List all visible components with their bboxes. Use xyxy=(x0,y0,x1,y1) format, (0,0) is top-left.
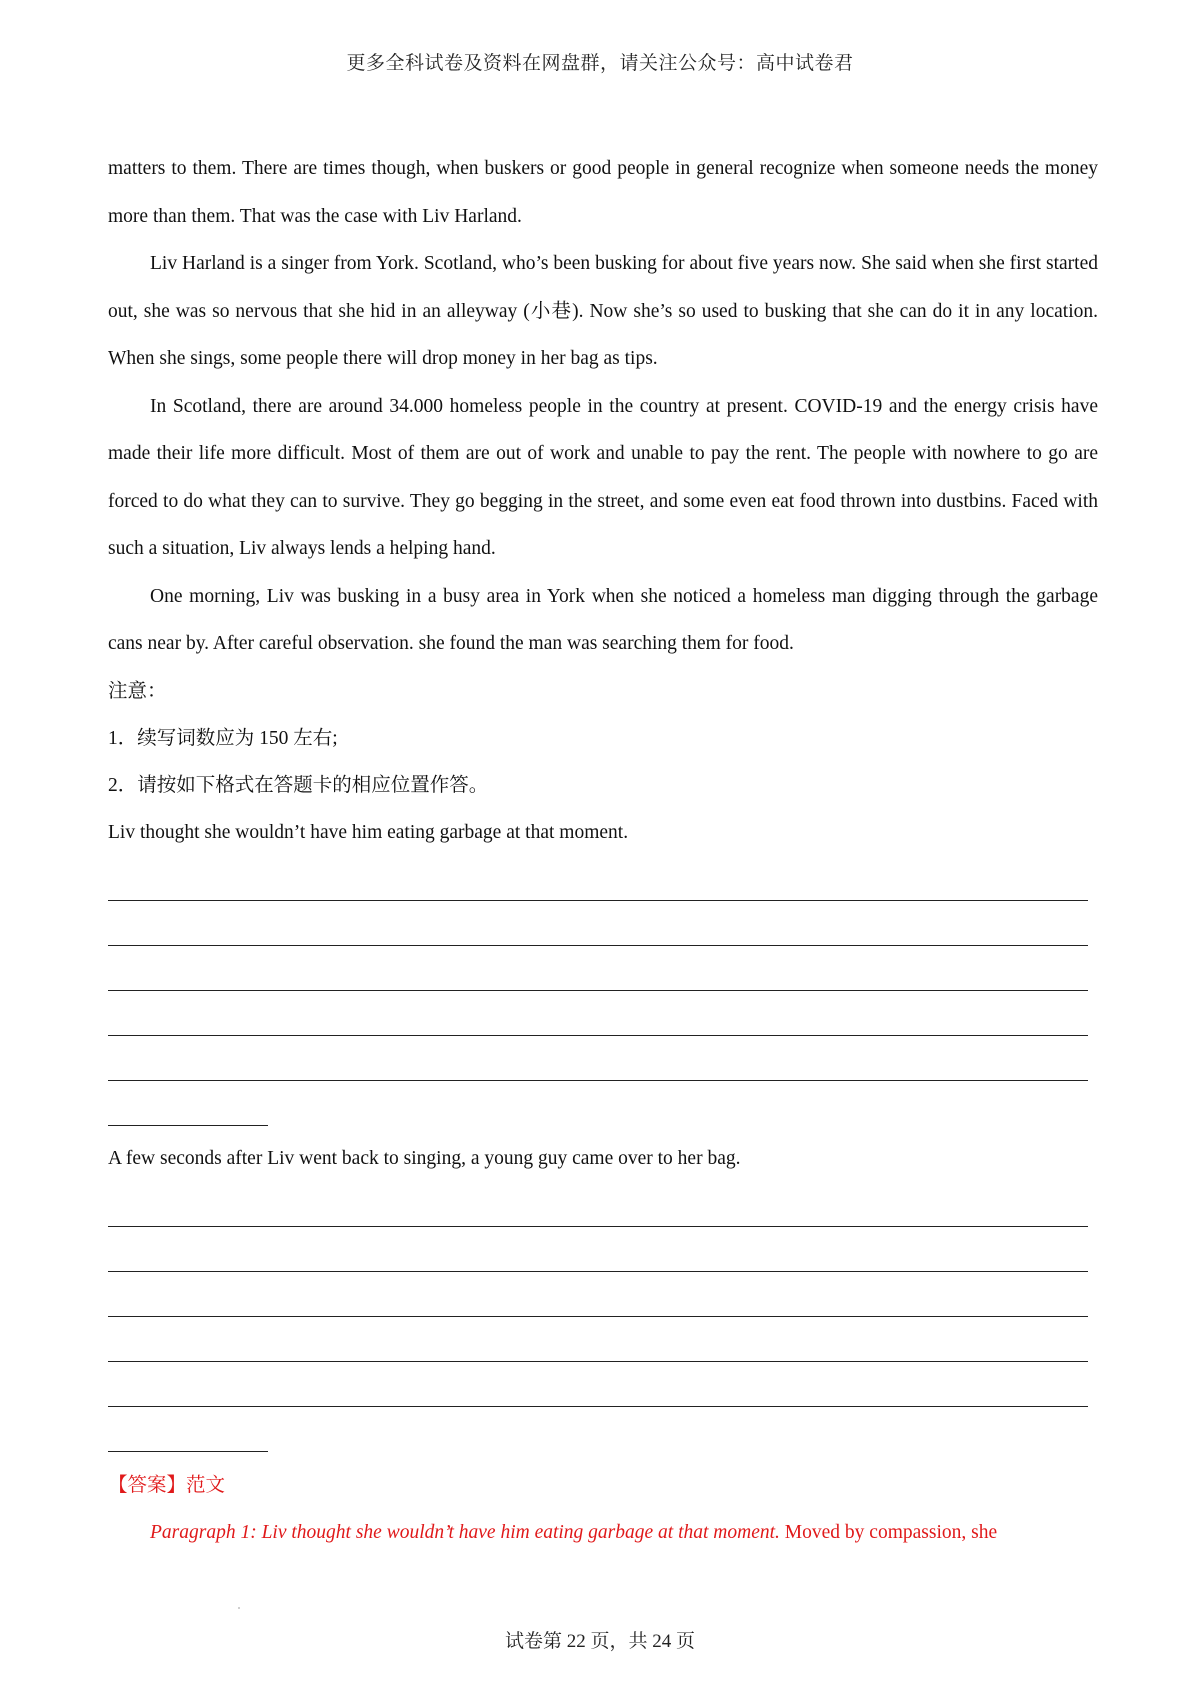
answer-label: 【答案】范文 xyxy=(108,1474,226,1496)
notes-title: 注意： xyxy=(108,680,167,702)
prompt-second-sentence: A few seconds after Liv went back to singing, a young guy came over to her bag. xyxy=(108,1147,741,1169)
passage-paragraph-2: In Scotland, there are around 34.000 homeless people in the country at present. COVID-19 and the energy crisis have made their life more difficult. Most of them are out of work and unable to pay the rent. The people with nowhere to go are forced to do what they can to survive. They go begging in the street, and some even eat food thrown into dustbins. Faced with such a situation, Liv always lends a helping hand. xyxy=(108,395,1098,559)
answer-lines-second xyxy=(108,1182,1098,1452)
notes-item-2: 2．请按如下格式在答题卡的相应位置作答。 xyxy=(108,774,489,796)
sample-paragraph-rest: Moved by compassion, she xyxy=(779,1521,998,1543)
answer-line xyxy=(108,901,1088,946)
answer-line-short xyxy=(108,1081,268,1126)
passage-paragraph-3: One morning, Liv was busking in a busy area in York when she noticed a homeless man digging through the garbage cans near by. After careful observation. she found the man was searching them for food. xyxy=(108,585,1098,654)
scan-dot xyxy=(238,1607,240,1609)
page-content xyxy=(108,145,1098,1556)
sample-paragraph-prefix: Paragraph 1: Liv thought she wouldn’t have him eating garbage at that moment. xyxy=(150,1521,780,1543)
answer-line xyxy=(108,991,1088,1036)
passage-paragraph-1: Liv Harland is a singer from York. Scotland, who’s been busking for about five years now. She said when she first started out, she was so nervous that she hid in an alleyway (小巷). Now she’s so used to busking that she can do it in any location. When she sings, some people there will drop money in her bag as tips. xyxy=(108,253,1098,369)
answer-line xyxy=(108,946,1088,991)
answer-line xyxy=(108,1272,1088,1317)
sample-paragraph xyxy=(108,1509,1098,1556)
answer-line xyxy=(108,1182,1088,1227)
passage-paragraph-continued: matters to them. There are times though, when buskers or good people in general recognize when someone needs the money more than them. That was the case with Liv Harland. xyxy=(108,158,1098,227)
answer-line xyxy=(108,1317,1088,1362)
answer-lines-first xyxy=(108,856,1098,1126)
answer-line xyxy=(108,1036,1088,1081)
notes-item-1: 1．续写词数应为 150 左右; xyxy=(108,727,338,749)
answer-line xyxy=(108,856,1088,901)
answer-line xyxy=(108,1227,1088,1272)
answer-line xyxy=(108,1362,1088,1407)
answer-line-short xyxy=(108,1407,268,1452)
header-banner: 更多全科试卷及资料在网盘群，请关注公众号：高中试卷君 xyxy=(346,53,854,74)
page-footer: 试卷第 22 页，共 24 页 xyxy=(504,1631,695,1652)
prompt-first-sentence: Liv thought she wouldn’t have him eating garbage at that moment. xyxy=(108,821,629,843)
